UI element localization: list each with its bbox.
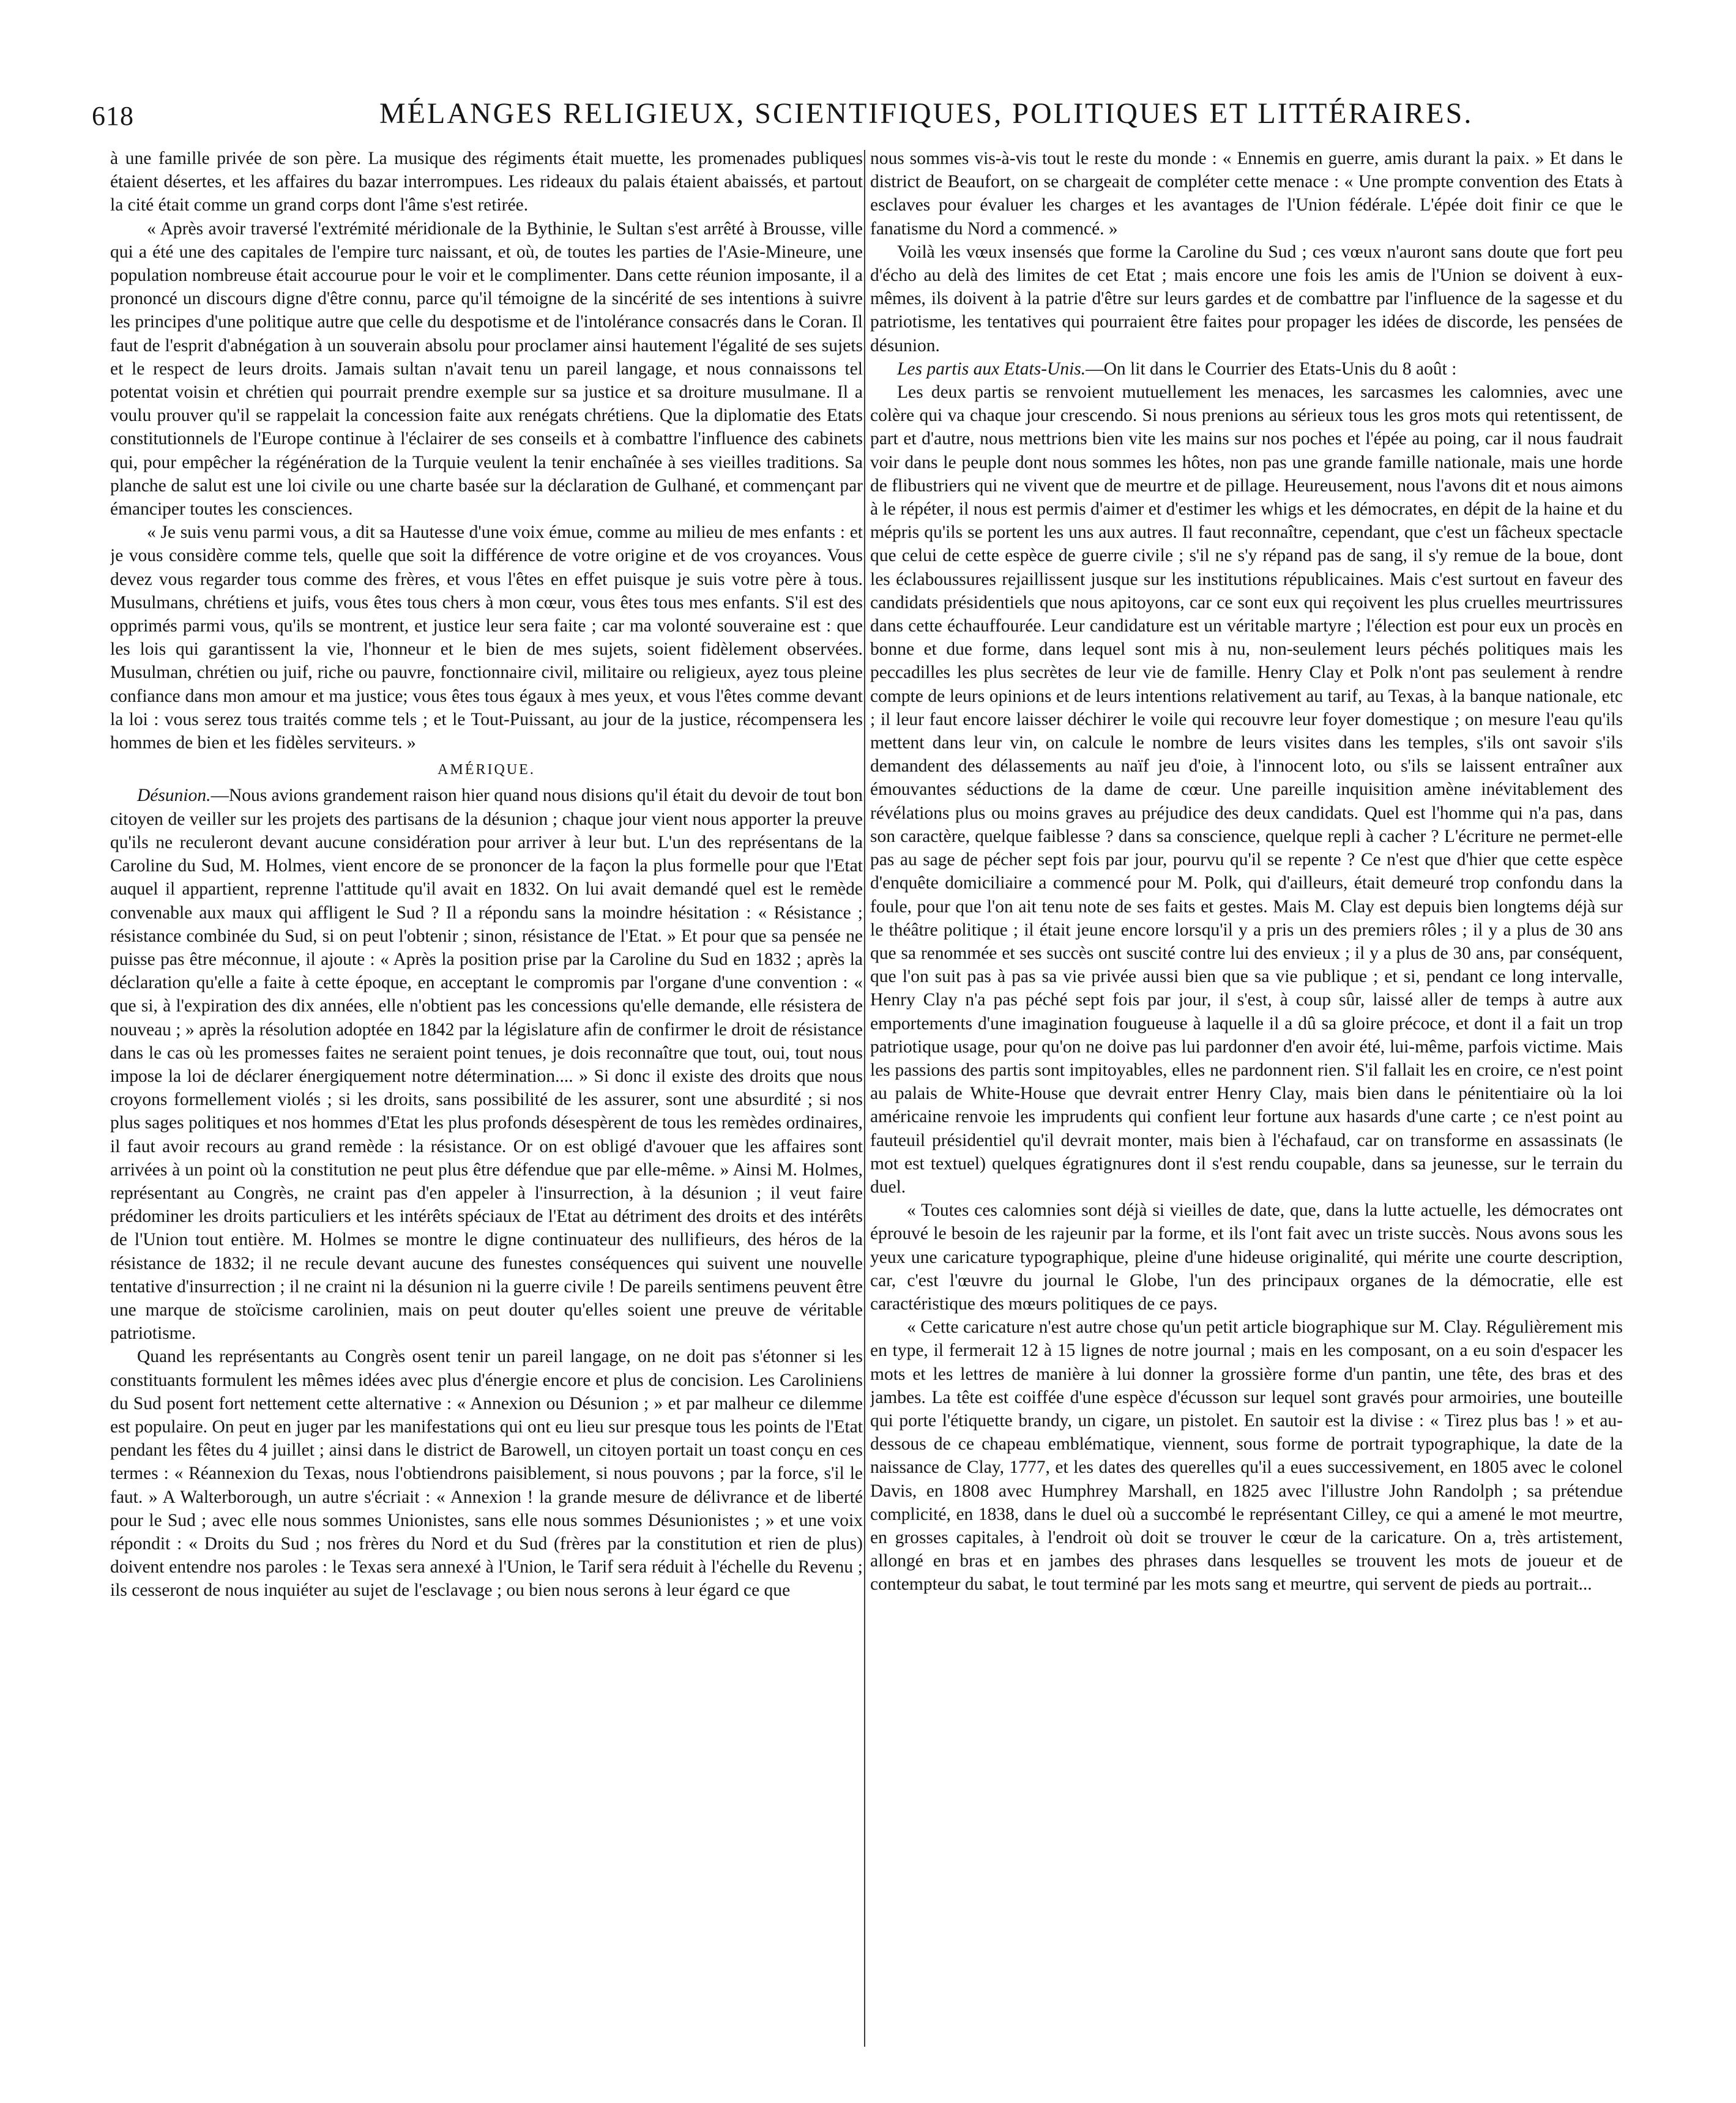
paragraph: Quand les représentants au Congrès osent tenir un pareil langage, on ne doit pas s'étonner si les constituants formulent les mêmes idées avec plus d'énergie encore et plus de concision. Les Caroliniens du Sud posent fort nettement cette alternative : « Annexion ou Désunion ; » et par malheur ce dilemme est populaire. On peut en juger par les manifestations qui ont eu lieu sur presque tous les points de l'Etat pendant les fêtes du 4 juillet ; ainsi dans le district de Barowell, un citoyen portait un toast conçu en ces termes : « Réannexion du Texas, nous l'obtiendrons paisiblement, si nous pouvons ; par la force, s'il le faut. » A Walterborough, un autre s'écriait : « Annexion ! la grande mesure de délivrance et de liberté pour le Sud ; avec elle nous sommes Unionistes, sans elle nous sommes Désunionistes ; » et une voix répondit : « Droits du Sud ; nos frères du Nord et du Sud (frères par la constitution et rien de plus) doivent entendre nos paroles : le Texas sera annexé à l'Union, le Tarif sera réduit à l'échelle du Revenu ; ils cesseront de nous inquiéter au sujet de l'esclavage ; ou bien nous serons à leur égard ce que xyxy=(110,1347,863,1601)
paragraph: « Toutes ces calomnies sont déjà si vieilles de date, que, dans la lutte actuelle, les démocrates ont éprouvé le besoin de les rajeunir par la forme, et ils l'ont fait avec un triste succès. Nous avons sous les yeux une caricature typographique, pleine d'une hideuse originalité, qui mérite une courte description, car, c'est l'œuvre du journal le Globe, l'un des principaux organes de la démocratie, elle est caractéristique des mœurs politiques de ce pays. xyxy=(870,1200,1623,1314)
page-header xyxy=(92,92,1683,147)
page-number: 618 xyxy=(92,101,134,131)
paragraph: « Cette caricature n'est autre chose qu'un petit article biographique sur M. Clay. Régulièrement mis en type, il fermerait 12 à 15 lignes de notre journal ; mais en les composant, on a eu soin d'espacer les mots et les lettres de manière à lui donner la grossière forme d'un pantin, une tête, des bras et des jambes. La tête est coiffée d'une espèce d'écusson sur lequel sont gravés pour armoiries, une bouteille qui porte l'étiquette brandy, un cigare, un pistolet. En sautoir est la divise : « Tirez plus bas ! » et au-dessous de ce chapeau emblématique, viennent, sous forme de portrait typographique, la date de la naissance de Clay, 1777, et les dates des querelles qu'il a eues successivement, en 1805 avec le colonel Davis, en 1808 avec Humphrey Marshall, en 1825 avec l'illustre John Randolph ; sa prétendue complicité, en 1838, dans le duel où a succombé le représentant Cilley, ce qui a amené le mot meurtre, en grosses capitales, à l'endroit où doit se trouver le cœur de la caricature. On a, très artistement, allongé en bras et en jambes des phrases dans lesquelles se trouvent les mots de joueur et de contempteur du sabat, le tout terminé par les mots sang et meurtre, qui servent de pieds au portrait... xyxy=(870,1317,1623,1595)
paragraph: Voilà les vœux insensés que forme la Caroline du Sud ; ces vœux n'auront sans doute que fort peu d'écho au delà des limites de cet Etat ; mais encore une fois les amis de l'Union se doivent à eux-mêmes, ils doivent à la patrie d'être sur leurs gardes et de combattre par l'influence de la sagesse et du patriotisme, les tentatives qui pourraient être faites pour propager les idées de discorde, les pensées de désunion. xyxy=(870,242,1623,355)
paragraph: Les deux partis se renvoient mutuellement les menaces, les sarcasmes les calomnies, avec une colère qui va chaque jour crescendo. Si nous prenions au sérieux tous les gros mots qui retentissent, de part et d'autre, nous mettrions bien vite les mains sur nos poches et l'épée au poing, car il nous faudrait voir dans le peuple dont nous sommes les hôtes, non pas une grande famille nationale, mais une horde de flibustriers qui ne vivent que de meurtre et de pillage. Heureusement, nous l'avons dit et nous aimons à le répéter, il nous est permis d'aimer et d'estimer les whigs et les démocrates, en dépit de la haine et du mépris qu'ils se portent les uns aux autres. Il faut reconnaître, cependant, que c'est un fâcheux spectacle que celui de cette espèce de guerre civile ; s'il ne s'y répand pas de sang, il s'y remue de la boue, dont les éclaboussures rejaillissent jusque sur les institutions républicaines. Mais c'est surtout en faveur des candidats présidentiels que nous apitoyons, car ce sont eux qui reçoivent les plus cruelles meurtrissures dans cette échauffourée. Leur candidature est un véritable martyre ; l'élection est pour eux un procès en bonne et due forme, dans lequel sont mis à nu, non-seulement leurs péchés politiques mais les peccadilles les plus secrètes de leur vie de famille. Henry Clay et Polk n'ont pas seulement à rendre compte de leurs opinions et de leurs intentions relativement au tarif, au Texas, à la banque nationale, etc ; il leur faut encore laisser déchirer le voile qui recouvre leur foyer domestique ; on mesure l'eau qu'ils mettent dans leur vin, on calcule le nombre de leurs visites dans les temples, s'ils ont savoir s'ils demandent des délassements au naïf jeu d'oie, à l'innocent loto, ou s'ils se laissent entraîner aux émouvantes séductions de la dame de cœur. Une pareille inquisition amène inévitablement des révélations plus ou moins graves au préjudice des deux candidats. Quel est l'homme qui n'a pas, dans son caractère, quelque faiblesse ? dans sa conscience, quelque repli à cacher ? L'écriture ne permet-elle pas au sage de pécher sept fois par jour, pourvu qu'il se repente ? Ce n'est que d'hier que cette espèce d'enquête domiciliaire a commencé pour M. Polk, qui d'ailleurs, était demeuré trop confondu dans la foule, pour que l'on ait tenu note de ses faits et gestes. Mais M. Clay est depuis bien longtems déjà sur le théâtre politique ; il était jeune encore lorsqu'il y a pris un des premiers rôles ; il y a plus de 30 ans que sa renommée et ses succès ont suscité contre lui des envieux ; il y a plus de 30 ans, par conséquent, que l'on suit pas à pas sa vie privée aussi bien que sa vie publique ; et si, pendant ce long intervalle, Henry Clay n'a pas péché sept fois par jour, il s'est, à coup sûr, laissé aller de temps à autre aux emportements d'une imagination fougueuse à laquelle il a dû sa gloire précoce, et dont il a fait un trop patriotique usage, pour qu'on ne doive pas lui pardonner d'en avoir été, lui-même, parfois victime. Mais les passions des partis sont impitoyables, elles ne pardonnent rien. S'il fallait les en croire, ce n'est point au palais de White-House que devrait entrer Henry Clay, mais bien dans le pénitentiaire où la loi américaine renvoie les imprudents qui confient leur fortune aux hasards d'une carte ; ce n'est point au fauteuil présidentiel qu'il devrait monter, mais bien à l'échafaud, car on transforme en assassinats (le mot est textuel) quelques égratignures dont il s'est rendu coupable, dans sa jeunesse, sur le terrain du duel. xyxy=(870,382,1623,1197)
article-rubric: Les partis aux Etats-Unis. xyxy=(897,359,1086,379)
paragraph: à une famille privée de son père. La musique des régiments était muette, les promenades publiques étaient désertes, et les affaires du bazar interrompues. Les rideaux du palais étaient abaissés, et partout la cité était comme un grand corps dont l'âme s'est retirée. xyxy=(110,149,863,215)
article-text: —Nous avions grandement raison hier quand nous disions qu'il était du devoir de tout bon citoyen de veiller sur les projets des partisans de la désunion ; chaque jour vient nous apporter la preuve qu'ils ne reculeront devant aucune considération pour arriver à leur but. L'un des représentans de la Caroline du Sud, M. Holmes, vient encore de se prononcer de la façon la plus formelle pour que l'Etat auquel il appartient, reprenne l'attitude qu'il avait en 1832. On lui avait demandé quel est le remède convenable aux maux qui affligent le Sud ? Il a répondu sans la moindre hésitation : « Résistance ; résistance combinée du Sud, si on peut l'obtenir ; sinon, résistance de l'Etat. » Et pour que sa pensée ne puisse pas être méconnue, il ajoute : « Après la position prise par la Caroline du Sud en 1832 ; après la déclaration qu'elle a faite à cette époque, en acceptant le compromis par l'organe d'une convention : « que si, à l'expiration des dix années, elle n'obtient pas les concessions qu'elle demande, elle résistera de nouveau ; » après la résolution adoptée en 1842 par la législature afin de confirmer le droit de résistance dans le cas où les promesses faites ne seraient point tenues, je dois reconnaître que tout, oui, tout nous impose la loi de déclarer énergiquement notre détermination.... » Si donc il existe des droits que nous croyons formellement violés ; si les droits, sans possibilité de les assurer, sont une absurdité ; si nos plus sages politiques et nos hommes d'Etat les plus profonds désespèrent de tous les remèdes ordinaires, il faut avoir recours au grand remède : la résistance. Or on est obligé d'avouer que les affaires sont arrivées à un point où la constitution ne peut plus être défendue que par elle-même. » Ainsi M. Holmes, représentant au Congrès, ne craint pas d'en appeler à l'insurrection, à la désunion ; il veut faire prédominer les droits particuliers et les intérêts spéciaux de l'Etat au détriment des droits et des intérêts de l'Union tout entière. M. Holmes se montre le digne continuateur des nullifieurs, des héros de la résistance de 1832; il ne recule devant aucune des funestes conséquences qui suivent une nouvelle tentative d'insurrection ; il ne craint ni la désunion ni la guerre civile ! De pareils sentimens peuvent être une marque de stoïcisme carolinien, mais on peut douter qu'elles soient une preuve de véritable patriotisme. xyxy=(110,786,863,1344)
paragraph xyxy=(110,784,863,1345)
section-title: AMÉRIQUE. xyxy=(438,762,535,778)
paragraph: « Après avoir traversé l'extrémité méridionale de la Bythinie, le Sultan s'est arrêté à Brousse, ville qui a été une des capitales de l'empire turc naissant, et où, de toutes les parties de l'Asie-Mineure, une population nombreuse était accourue pour le voir et le complimenter. Dans cette réunion imposante, il a prononcé un discours digne d'être connu, parce qu'il témoigne de la sincérité de ses intentions à suivre les principes d'une politique autre que celle du despotisme et de l'intolérance consacrés dans le Coran. Il faut de l'esprit d'abnégation à un souverain absolu pour proclamer ainsi hautement l'égalité de ses sujets et le respect de leurs droits. Jamais sultan n'avait tenu un pareil langage, et nous connaissons tel potentat voisin et chrétien qui pourrait prendre exemple sur sa justice et sa droiture musulmane. Il a voulu prouver qu'il se rappelait la concession faite aux renégats chrétiens. Que la diplomatie des Etats constitutionnels de l'Europe continue à l'éclairer de ses conseils et à combattre l'influence des cabinets qui, pour empêcher la régénération de la Turquie veulent la tenir enchaînée à ses vieilles traditions. Sa planche de salut est une loi civile ou une charte basée sur la déclaration de Gulhané, et commençant par émanciper toutes les consciences. xyxy=(110,218,863,519)
running-title: MÉLANGES RELIGIEUX, SCIENTIFIQUES, POLITIQUES ET LITTÉRAIRES. xyxy=(379,97,1473,130)
article-text: —On lit dans le Courrier des Etats-Unis du 8 août : xyxy=(1086,359,1457,379)
right-column xyxy=(870,147,1623,2062)
paragraph xyxy=(870,357,1623,381)
column-divider xyxy=(864,150,865,2047)
paragraph: nous sommes vis-à-vis tout le reste du monde : « Ennemis en guerre, amis durant la paix. » Et dans le district de Beaufort, on se chargeait de compléter cette menace : « Une prompte convention des Etats à esclaves pour évaluer les charges et les avantages de l'Union fédérale. L'épée doit finir ce que le fanatisme du Nord a commencé. » xyxy=(870,149,1623,239)
left-column xyxy=(110,147,863,2062)
article-rubric: Désunion. xyxy=(137,786,211,806)
paragraph: « Je suis venu parmi vous, a dit sa Hautesse d'une voix émue, comme au milieu de mes enfants : et je vous considère comme tels, quelle que soit la différence de votre origine et de vos croyances. Vous devez vous regarder tous comme des frères, et vous l'êtes en effet puisque je suis votre père à tous. Musulmans, chrétiens et juifs, vous êtes tous chers à mon cœur, vous êtes tous mes enfants. S'il est des opprimés parmi vous, qu'ils se montrent, et justice leur sera faite ; car ma volonté souveraine est : que les lois qui garantissent la vie, l'honneur et le bien de mes sujets, soient fidèlement observées. Musulman, chrétien ou juif, riche ou pauvre, fonctionnaire civil, militaire ou religieux, ayez tous pleine confiance dans mon amour et ma justice; vous êtes tous égaux à mes yeux, et vous l'êtes comme devant la loi : vous serez tous traités comme tels ; et le Tout-Puissant, au jour de la justice, récompensera les hommes de bien et les fidèles serviteurs. » xyxy=(110,523,863,753)
